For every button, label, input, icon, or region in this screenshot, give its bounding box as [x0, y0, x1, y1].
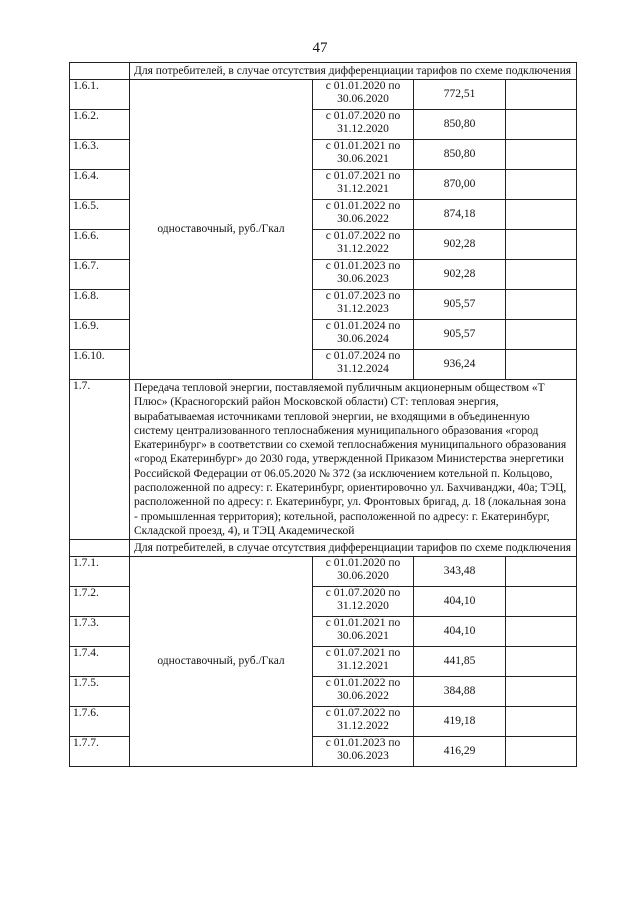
period-from: с 01.07.2022 по	[325, 707, 401, 720]
row-number: 1.6.2.	[70, 110, 130, 140]
note-num-cell	[70, 540, 130, 557]
row-number: 1.7.2.	[70, 587, 130, 617]
tariff-table	[69, 62, 577, 767]
empty-cell	[506, 320, 577, 350]
period-from: с 01.01.2020 по	[325, 80, 401, 92]
period-cell	[313, 320, 414, 350]
tariff-value: 850,80	[414, 110, 506, 140]
empty-cell	[506, 200, 577, 230]
period-cell	[313, 110, 414, 140]
tariff-type: одноставочный, руб./Гкал	[130, 557, 313, 767]
period-to: 31.12.2020	[337, 123, 389, 135]
note-row	[70, 63, 577, 80]
period-cell	[313, 230, 414, 260]
period-from: с 01.01.2022 по	[325, 200, 401, 212]
period-cell	[313, 140, 414, 170]
tariff-value: 874,18	[414, 200, 506, 230]
note-row	[70, 540, 577, 557]
period-from: с 01.01.2022 по	[325, 677, 401, 690]
period-to: 30.06.2020	[337, 570, 389, 583]
period-to: 30.06.2023	[337, 273, 389, 285]
period-cell	[313, 290, 414, 320]
empty-cell	[506, 110, 577, 140]
period-cell	[313, 557, 414, 587]
period-to: 31.12.2021	[337, 183, 389, 195]
period-from: с 01.01.2024 по	[325, 320, 401, 332]
row-number: 1.7.3.	[70, 617, 130, 647]
period-from: с 01.07.2023 по	[325, 290, 401, 302]
empty-cell	[506, 557, 577, 587]
tariff-value: 343,48	[414, 557, 506, 587]
page-number: 47	[312, 40, 328, 56]
empty-cell	[506, 617, 577, 647]
row-number: 1.6.3.	[70, 140, 130, 170]
period-from: с 01.07.2024 по	[325, 350, 401, 362]
tariff-value: 416,29	[414, 737, 506, 767]
tariff-value: 936,24	[414, 350, 506, 380]
period-cell	[313, 260, 414, 290]
row-number: 1.7.5.	[70, 677, 130, 707]
tariff-value: 772,51	[414, 80, 506, 110]
tariff-value: 404,10	[414, 617, 506, 647]
empty-cell	[506, 677, 577, 707]
tariff-value: 850,80	[414, 140, 506, 170]
period-from: с 01.01.2021 по	[325, 140, 401, 152]
empty-cell	[506, 707, 577, 737]
tariff-table-body	[70, 63, 577, 767]
period-cell	[313, 80, 414, 110]
period-from: с 01.01.2021 по	[325, 617, 401, 630]
table-row	[70, 80, 577, 110]
row-number: 1.6.10.	[70, 350, 130, 380]
empty-cell	[506, 260, 577, 290]
section-row	[70, 380, 577, 540]
row-number: 1.6.8.	[70, 290, 130, 320]
note-cell: Для потребителей, в случае отсутствия дифференциации тарифов по схеме подключения	[130, 540, 577, 557]
row-number: 1.6.6.	[70, 230, 130, 260]
period-to: 30.06.2022	[337, 690, 389, 703]
period-to: 31.12.2021	[337, 660, 389, 673]
period-from: с 01.01.2023 по	[325, 260, 401, 272]
period-cell	[313, 617, 414, 647]
period-cell	[313, 587, 414, 617]
row-number: 1.6.1.	[70, 80, 130, 110]
table-row	[70, 557, 577, 587]
tariff-value: 870,00	[414, 170, 506, 200]
period-cell	[313, 350, 414, 380]
section-number: 1.7.	[70, 380, 130, 540]
note-num-cell	[70, 63, 130, 80]
empty-cell	[506, 230, 577, 260]
tariff-value: 441,85	[414, 647, 506, 677]
row-number: 1.7.7.	[70, 737, 130, 767]
empty-cell	[506, 290, 577, 320]
empty-cell	[506, 140, 577, 170]
period-to: 31.12.2020	[337, 600, 389, 613]
empty-cell	[506, 737, 577, 767]
empty-cell	[506, 587, 577, 617]
period-to: 30.06.2022	[337, 213, 389, 225]
section-description: Передача тепловой энергии, поставляемой публичным акционерным обществом «Т Плюс» (Красногорский район Московской области) СТ: тепловая энергия, вырабатываемая источниками тепловой энергии, не входящими в объединенную систему централизованного теплоснабжения муниципального образования «город Екатеринбург» в соответствии со схемой теплоснабжения муниципального образования «город Екатеринбург» до 2030 года, утвержденной Приказом Министерства энергетики Российской Федерации от 06.05.2020 № 372 (за исключением котельной п. Кольцово, расположенной по адресу: г. Екатеринбург, ориентировочно ул. Бахчиванджи, 40а; ТЭЦ, расположенной по адресу: г. Екатеринбург, ул. Фронтовых бригад, д. 18 (локальная зона - промышленная территория); котельной, расположенной по адресу: г. Екатеринбург, Складской проезд, 4), и ТЭЦ Академической	[130, 380, 577, 540]
period-from: с 01.07.2021 по	[325, 170, 401, 182]
period-from: с 01.07.2020 по	[325, 110, 401, 122]
row-number: 1.7.6.	[70, 707, 130, 737]
empty-cell	[506, 80, 577, 110]
period-to: 31.12.2024	[337, 363, 389, 375]
period-to: 30.06.2024	[337, 333, 389, 345]
period-cell	[313, 170, 414, 200]
period-cell	[313, 707, 414, 737]
tariff-value: 902,28	[414, 230, 506, 260]
period-from: с 01.07.2022 по	[325, 230, 401, 242]
period-to: 30.06.2023	[337, 750, 389, 763]
period-to: 30.06.2021	[337, 153, 389, 165]
period-to: 31.12.2022	[337, 243, 389, 255]
period-to: 31.12.2022	[337, 720, 389, 733]
tariff-value: 419,18	[414, 707, 506, 737]
period-to: 30.06.2020	[337, 93, 389, 105]
row-number: 1.6.5.	[70, 200, 130, 230]
empty-cell	[506, 350, 577, 380]
row-number: 1.7.1.	[70, 557, 130, 587]
note-cell: Для потребителей, в случае отсутствия дифференциации тарифов по схеме подключения	[130, 63, 577, 80]
period-to: 31.12.2023	[337, 303, 389, 315]
tariff-value: 404,10	[414, 587, 506, 617]
empty-cell	[506, 647, 577, 677]
period-from: с 01.01.2020 по	[325, 557, 401, 570]
row-number: 1.7.4.	[70, 647, 130, 677]
period-from: с 01.07.2021 по	[325, 647, 401, 660]
period-cell	[313, 647, 414, 677]
period-from: с 01.07.2020 по	[325, 587, 401, 600]
row-number: 1.6.9.	[70, 320, 130, 350]
tariff-value: 384,88	[414, 677, 506, 707]
period-cell	[313, 677, 414, 707]
period-cell	[313, 737, 414, 767]
period-to: 30.06.2021	[337, 630, 389, 643]
period-from: с 01.01.2023 по	[325, 737, 401, 750]
row-number: 1.6.4.	[70, 170, 130, 200]
period-cell	[313, 200, 414, 230]
tariff-value: 902,28	[414, 260, 506, 290]
empty-cell	[506, 170, 577, 200]
tariff-type: одноставочный, руб./Гкал	[130, 80, 313, 380]
tariff-value: 905,57	[414, 320, 506, 350]
tariff-value: 905,57	[414, 290, 506, 320]
row-number: 1.6.7.	[70, 260, 130, 290]
